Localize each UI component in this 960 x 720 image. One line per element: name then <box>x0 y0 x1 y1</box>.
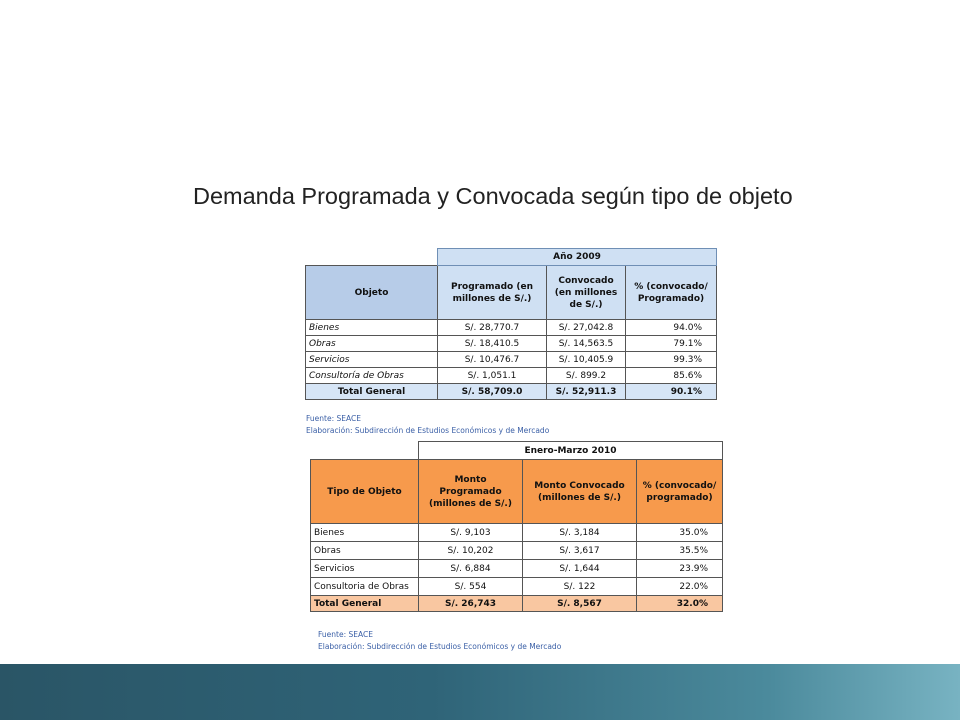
table-row <box>311 524 723 542</box>
row-label: Bienes <box>306 320 438 336</box>
cell-percent: 79.1% <box>626 336 717 352</box>
cell-percent: 23.9% <box>637 560 723 578</box>
cell-convocado: S/. 3,617 <box>523 542 637 560</box>
table-row <box>306 352 717 368</box>
column-header-convocado: Monto Convocado (millones de S/.) <box>523 460 637 524</box>
row-label: Servicios <box>311 560 419 578</box>
cell-programado: S/. 6,884 <box>419 560 523 578</box>
table-row <box>306 336 717 352</box>
cell-convocado: S/. 1,644 <box>523 560 637 578</box>
period-header: Enero-Marzo 2010 <box>419 442 723 460</box>
total-row <box>311 596 723 612</box>
row-label: Bienes <box>311 524 419 542</box>
table-2009 <box>305 248 717 400</box>
total-percent: 90.1% <box>626 384 717 400</box>
cell-convocado: S/. 122 <box>523 578 637 596</box>
cell-percent: 99.3% <box>626 352 717 368</box>
cell-percent: 35.5% <box>637 542 723 560</box>
row-label: Obras <box>311 542 419 560</box>
cell-percent: 94.0% <box>626 320 717 336</box>
cell-convocado: S/. 3,184 <box>523 524 637 542</box>
column-header-programado: Programado (en millones de S/.) <box>438 266 547 320</box>
row-label: Servicios <box>306 352 438 368</box>
total-label: Total General <box>311 596 419 612</box>
row-label: Consultoria de Obras <box>311 578 419 596</box>
footer-band <box>0 664 960 720</box>
cell-programado: S/. 1,051.1 <box>438 368 547 384</box>
cell-convocado: S/. 10,405.9 <box>547 352 626 368</box>
cell-programado: S/. 10,202 <box>419 542 523 560</box>
cell-convocado: S/. 27,042.8 <box>547 320 626 336</box>
source-line: Fuente: SEACE <box>306 414 361 423</box>
total-programado: S/. 58,709.0 <box>438 384 547 400</box>
table-row <box>306 320 717 336</box>
total-convocado: S/. 8,567 <box>523 596 637 612</box>
column-header-percent: % (convocado/ Programado) <box>626 266 717 320</box>
period-header: Año 2009 <box>438 249 717 266</box>
source-line: Fuente: SEACE <box>318 630 373 639</box>
cell-percent: 22.0% <box>637 578 723 596</box>
elaboration-line: Elaboración: Subdirección de Estudios Económicos y de Mercado <box>306 426 550 435</box>
cell-programado: S/. 18,410.5 <box>438 336 547 352</box>
source-note-2009 <box>306 413 549 437</box>
row-label: Consultoría de Obras <box>306 368 438 384</box>
table-row <box>311 578 723 596</box>
elaboration-line: Elaboración: Subdirección de Estudios Económicos y de Mercado <box>318 642 562 651</box>
table-row <box>311 560 723 578</box>
cell-convocado: S/. 899.2 <box>547 368 626 384</box>
cell-programado: S/. 10,476.7 <box>438 352 547 368</box>
table-row <box>306 368 717 384</box>
cell-convocado: S/. 14,563.5 <box>547 336 626 352</box>
total-label: Total General <box>306 384 438 400</box>
cell-percent: 85.6% <box>626 368 717 384</box>
cell-programado: S/. 28,770.7 <box>438 320 547 336</box>
column-header-tipo: Tipo de Objeto <box>311 460 419 524</box>
total-programado: S/. 26,743 <box>419 596 523 612</box>
column-header-objeto: Objeto <box>306 266 438 320</box>
total-row <box>306 384 717 400</box>
source-note-2010 <box>318 629 561 653</box>
slide-title: Demanda Programada y Convocada según tipo de objeto <box>193 183 793 209</box>
cell-percent: 35.0% <box>637 524 723 542</box>
cell-programado: S/. 554 <box>419 578 523 596</box>
column-header-percent: % (convocado/ programado) <box>637 460 723 524</box>
total-convocado: S/. 52,911.3 <box>547 384 626 400</box>
cell-programado: S/. 9,103 <box>419 524 523 542</box>
table-2010 <box>310 441 723 612</box>
column-header-programado: Monto Programado (millones de S/.) <box>419 460 523 524</box>
table-row <box>311 542 723 560</box>
column-header-convocado: Convocado (en millones de S/.) <box>547 266 626 320</box>
row-label: Obras <box>306 336 438 352</box>
total-percent: 32.0% <box>637 596 723 612</box>
